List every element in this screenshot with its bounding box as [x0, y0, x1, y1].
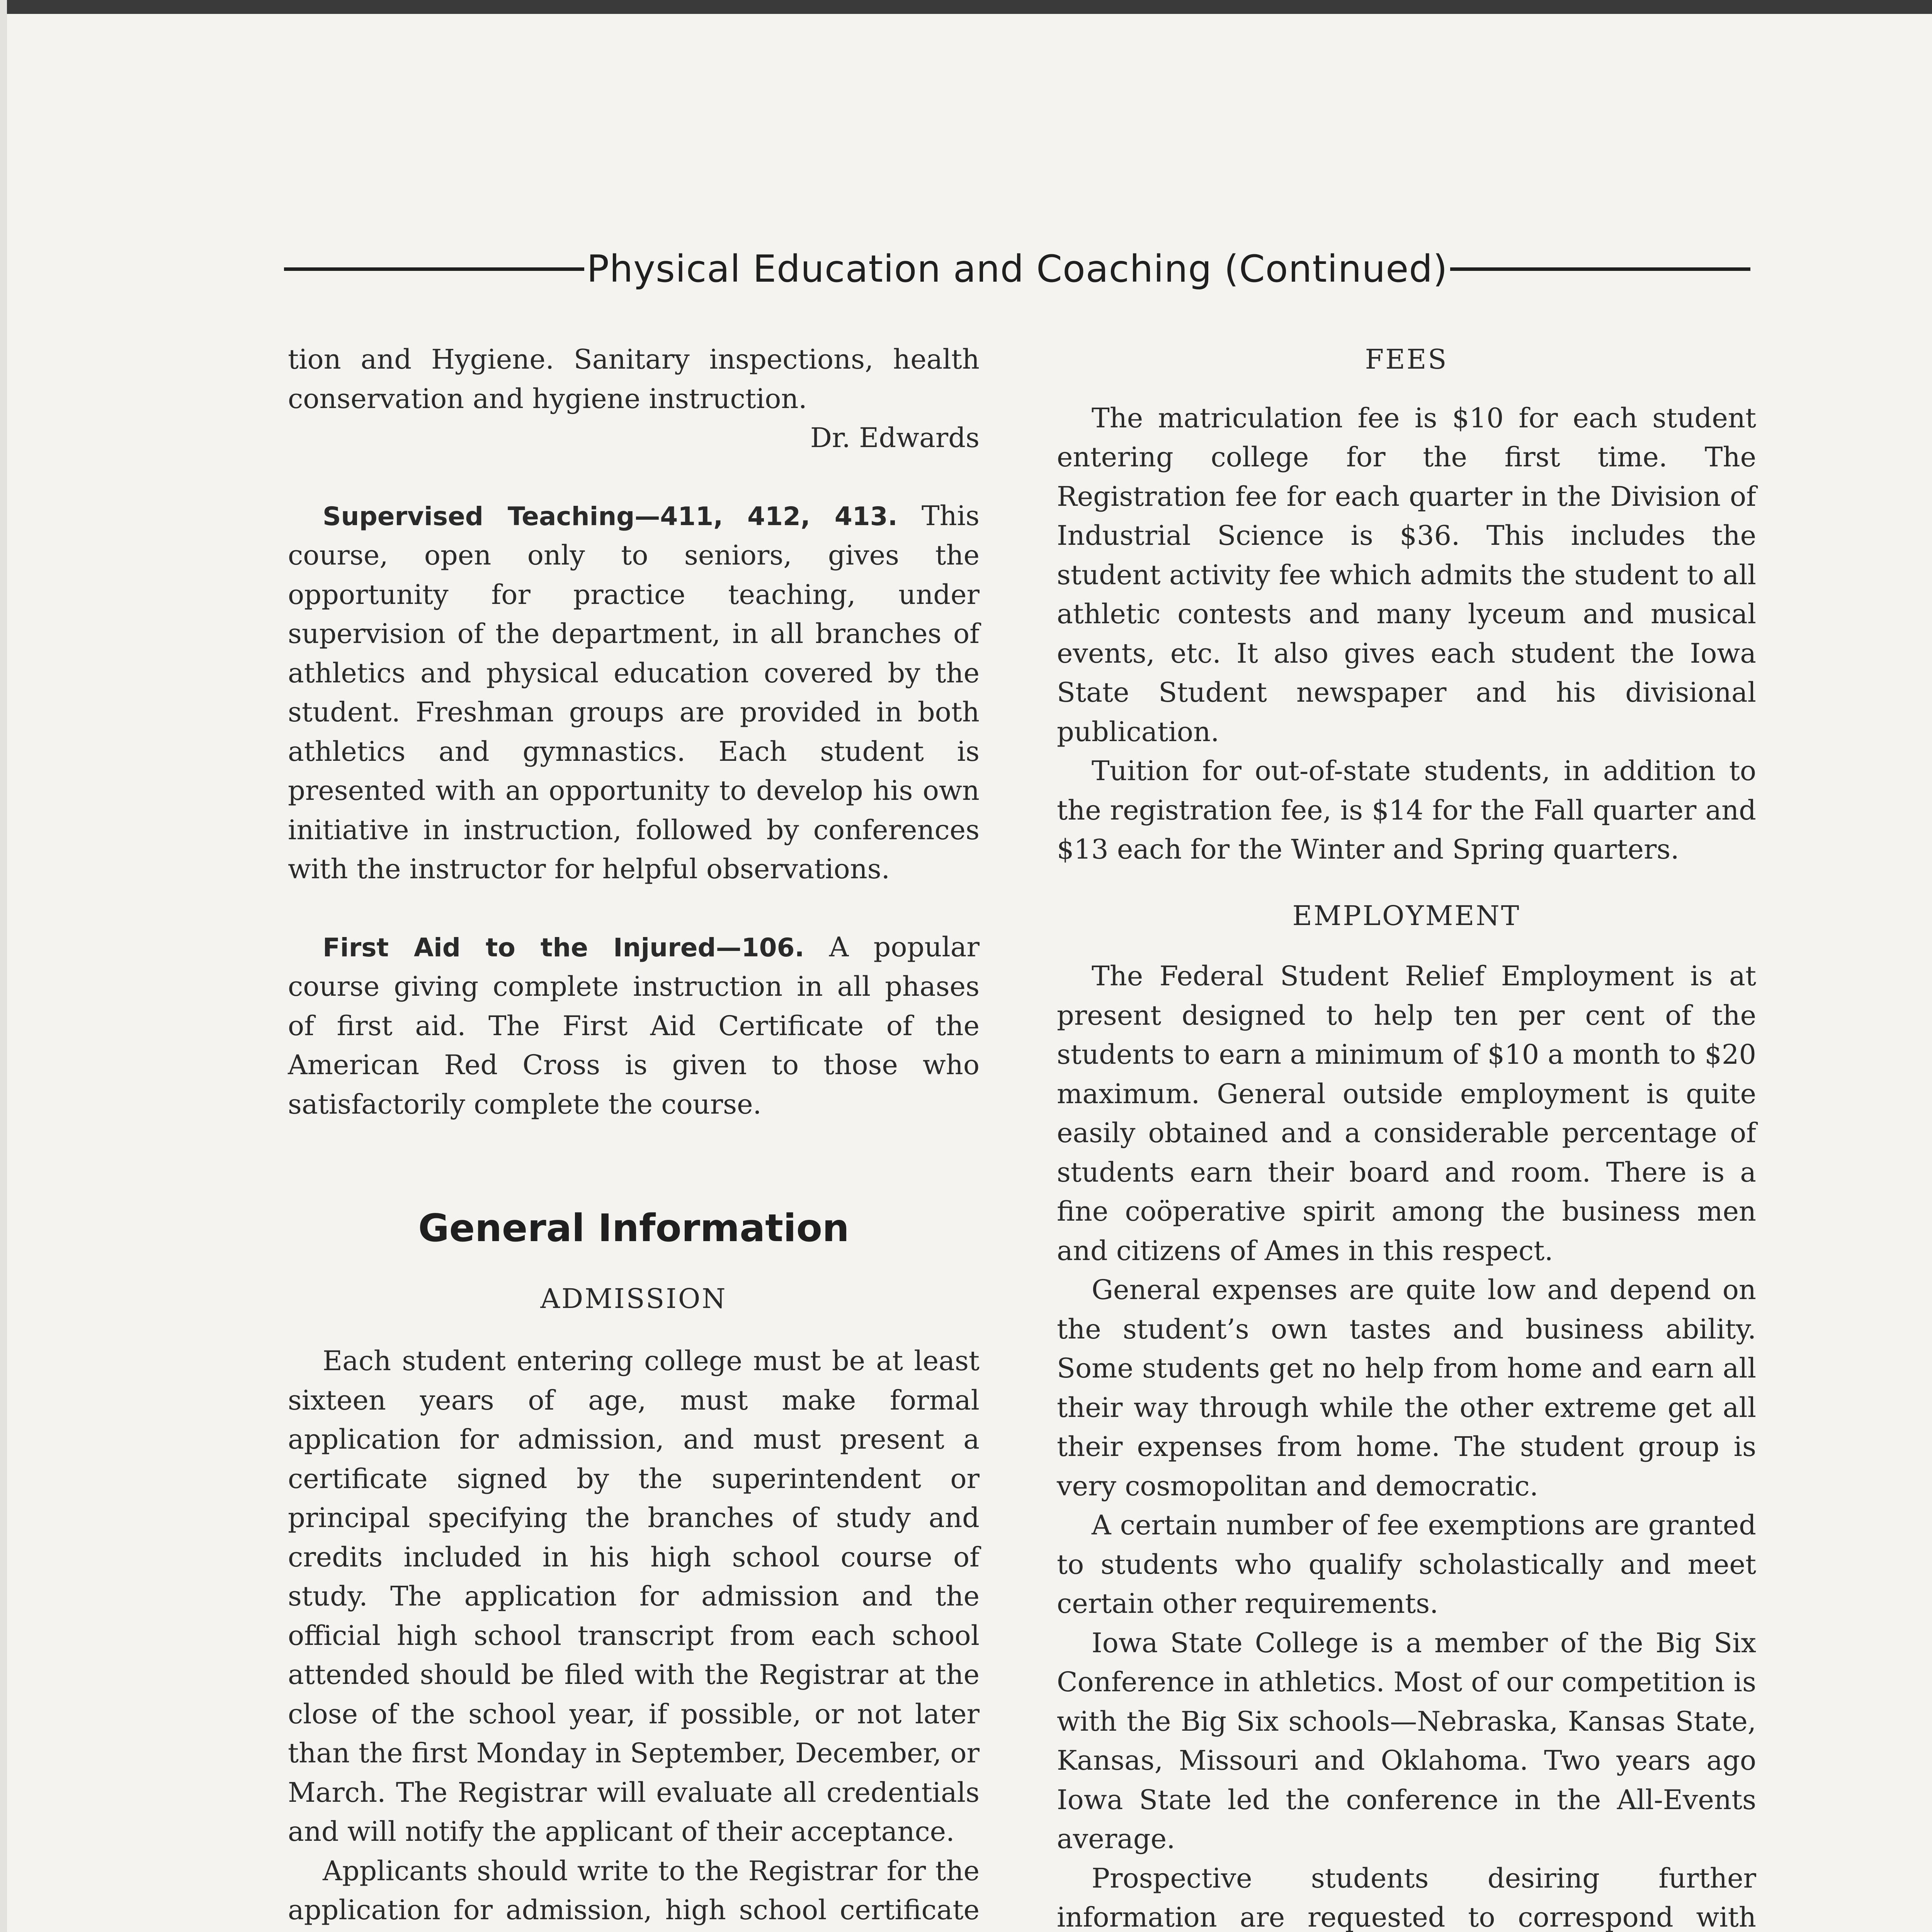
header-rule-right — [1450, 267, 1750, 271]
fees-heading: FEES — [1365, 344, 1448, 375]
fees-paragraph: The matriculation fee is $10 for each student entering college for the first time. The Registration fee for each quarter in the Division of Industrial Science is $36. This includes the student activity fee which admits the student to all athletic contests and many lyceum and musical events, etc. It also gives each student the Iowa State Student newspaper and his divisional publication. — [1057, 402, 1756, 748]
running-header — [284, 247, 1750, 291]
left-column — [288, 340, 980, 1932]
section-title: General Information — [418, 1206, 849, 1250]
employment-paragraph: Iowa State College is a member of the Big Six Conference in athletics. Most of our competition is with the Big Six schools—Nebraska, Kansas State, Kansas, Missouri and Oklahoma. Two years ago Iowa State led the conference in the All-Events average. — [1057, 1627, 1756, 1855]
page-top-edge — [0, 0, 1932, 14]
fees-paragraph: Tuition for out-of-state students, in addition to the registration fee, is $14 for the Fall quarter and $13 each for the Winter and Spring quarters. — [1057, 755, 1756, 865]
course-name: First Aid to the Injured—106. — [323, 932, 804, 963]
instructor-signature: Dr. Edwards — [810, 422, 980, 454]
employment-paragraph: General expenses are quite low and depend on the student’s own tastes and business ability. Some students get no help from home and earn all their way through while the other extreme get all their expenses from home. The student group is very cosmopolitan and democratic. — [1057, 1274, 1756, 1502]
page-left-edge — [0, 0, 7, 1932]
continuation-text: tion and Hygiene. Sanitary inspections, health conservation and hygiene instruction. — [288, 344, 980, 415]
admission-heading: ADMISSION — [540, 1282, 727, 1315]
course-description: A popular course giving complete instruction in all phases of first aid. The First Aid Certificate of the American Red Cross is given to those who satisfactorily complete the course. — [288, 931, 980, 1120]
course-name: Supervised Teaching—411, 412, 413. — [323, 501, 898, 531]
employment-paragraph: A certain number of fee exemptions are granted to students who qualify scholastically and meet certain other requirements. — [1057, 1509, 1756, 1619]
course-entry — [288, 497, 980, 889]
right-column — [1057, 340, 1756, 1932]
admission-paragraph: Each student entering college must be at least sixteen years of age, must make formal application for admission, and must present a certificate signed by the superintendent or principal specifying the branches of study and credits included in his high school course of study. The application for admission and the official high school transcript from each school attended should be filed with the Registrar at the close of the school year, if possible, or not later than the first Monday in September, December, or March. The Registrar will evaluate all credentials and will notify the applicant of their acceptance. — [288, 1345, 980, 1847]
running-title: Physical Education and Coaching (Continued) — [587, 247, 1448, 291]
employment-heading: EMPLOYMENT — [1292, 900, 1521, 932]
course-description: This course, open only to seniors, gives the opportunity for practice teaching, under supervision of the department, in all branches of athletics and physical education covered by the student. Freshman groups are provided in both athletics and gymnastics. Each student is presented with an opportunity to develop his own initiative in instruction, followed by conferences with the instructor for helpful observations. — [288, 500, 980, 885]
employment-paragraph: Prospective students desiring further information are requested to correspond with — [1057, 1862, 1756, 1932]
employment-paragraph: The Federal Student Relief Employment is at present designed to help ten per cent of the students to earn a minimum of $10 a month to $20 maximum. General outside employment is quite easily obtained and a considerable percentage of students earn their board and room. There is a fine coöperative spirit among the business men and citizens of Ames in this respect. — [1057, 960, 1756, 1267]
admission-paragraph: Applicants should write to the Registrar for the application for admission, high school certificate — [288, 1855, 980, 1926]
header-rule-left — [284, 267, 584, 271]
course-entry — [288, 928, 980, 1124]
